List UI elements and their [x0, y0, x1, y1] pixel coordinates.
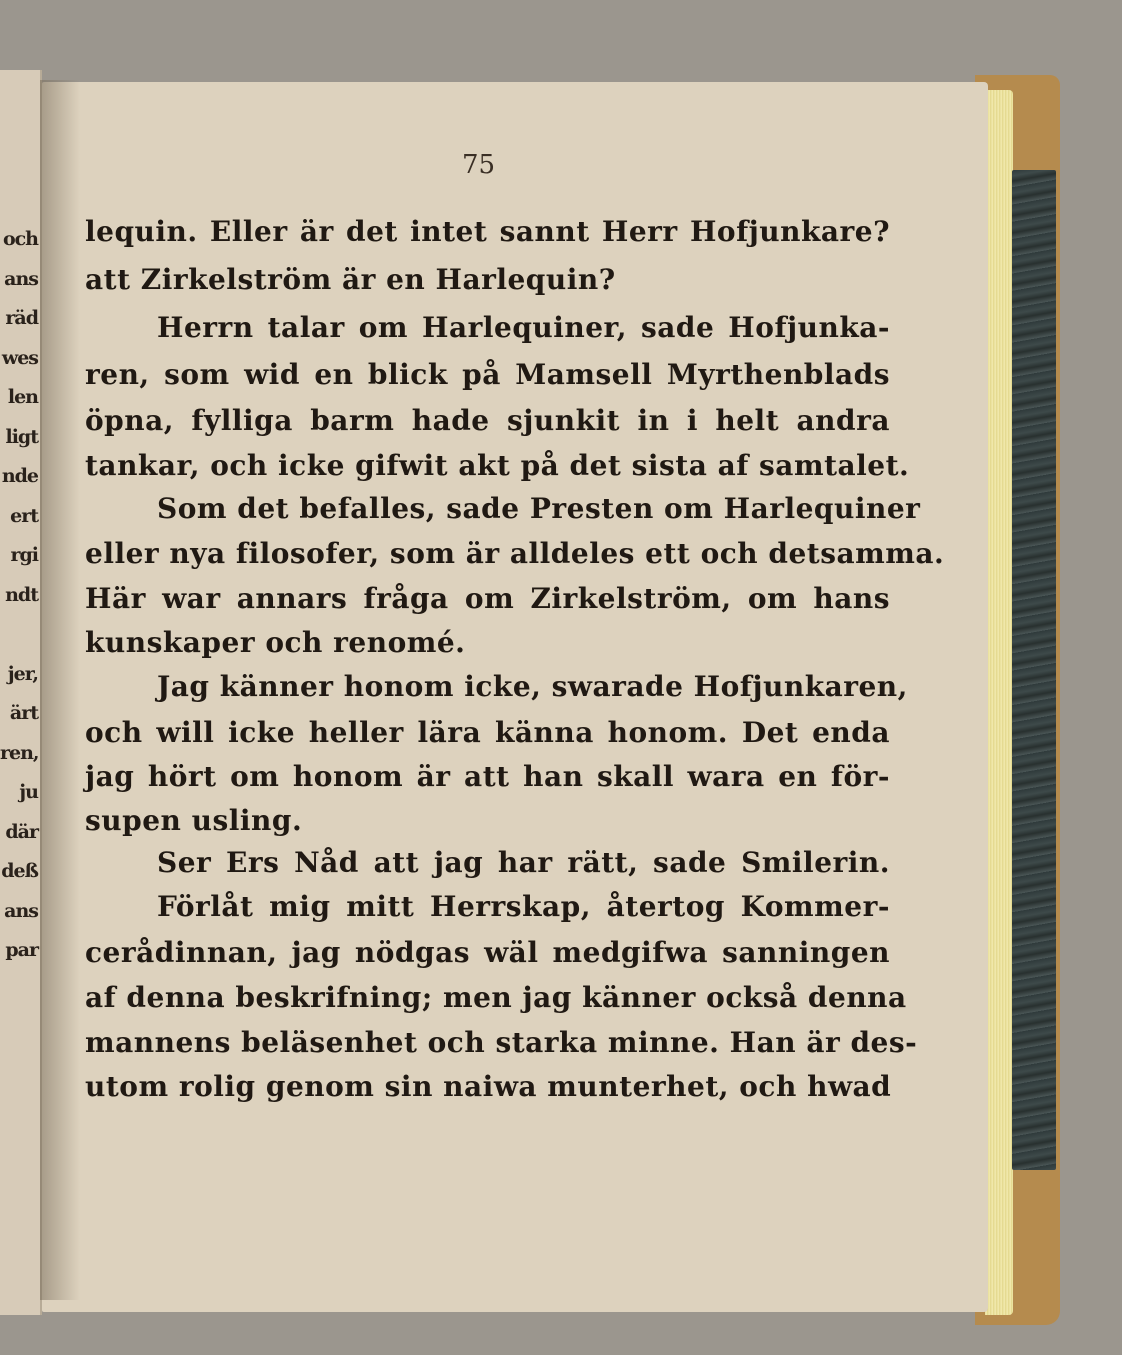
left-fragment: ju [19, 781, 38, 803]
left-fragment: räd [5, 307, 38, 329]
text-line: Jag känner honom icke, swarade Hofjunkaren, [157, 670, 908, 703]
text-line: jag hört om honom är att han skall wara en för- [85, 760, 890, 793]
left-fragment: ans [4, 267, 38, 290]
text-line: eller nya filosofer, som är alldeles ett och detsamma. [85, 537, 945, 570]
page-number: 75 [462, 150, 496, 180]
text-line: kunskaper och renomé. [85, 626, 466, 659]
text-line: tankar, och icke gifwit akt på det sista af samtalet. [85, 449, 910, 482]
text-line: ren, som wid en blick på Mamsell Myrthenblads [85, 358, 890, 391]
left-page-text [0, 220, 40, 971]
left-fragment: rgi [10, 544, 38, 566]
left-fragment: ren, [0, 741, 39, 764]
left-fragment: jer, [7, 662, 38, 685]
left-fragment: par [5, 939, 38, 961]
text-line: supen usling. [85, 804, 303, 837]
text-line: att Zirkelström är en Harlequin? [85, 263, 616, 296]
text-line: Ser Ers Nåd att jag har rätt, sade Smilerin. [157, 846, 890, 879]
left-page [0, 70, 42, 1315]
text-line: och will icke heller lära känna honom. Det enda [85, 716, 890, 749]
left-fragment: wes [1, 346, 38, 369]
left-fragment: ärt [9, 702, 38, 724]
page-edges [985, 90, 1013, 1315]
text-line: Här war annars fråga om Zirkelström, om hans [85, 582, 890, 615]
text-line: Herrn talar om Harlequiner, sade Hofjunka- [157, 311, 890, 344]
left-fragment [0, 615, 40, 655]
page-gutter-shadow [40, 80, 80, 1300]
text-line: af denna beskrifning; men jag känner också denna [85, 981, 907, 1014]
left-fragment: len [7, 386, 38, 408]
text-line: cerådinnan, jag nödgas wäl medgifwa sanningen [85, 936, 890, 969]
left-fragment: där [5, 820, 38, 843]
left-fragment: nde [1, 465, 38, 487]
text-line: lequin. Eller är det intet sannt Herr Hofjunkare? [85, 215, 890, 248]
left-fragment: ndt [5, 583, 38, 606]
text-line: Som det befalles, sade Presten om Harlequiner [157, 492, 921, 525]
left-fragment: deß [1, 860, 38, 882]
text-line: öpna, fylliga barm hade sjunkit in i helt andra [85, 404, 890, 437]
left-fragment: och [2, 228, 38, 250]
text-line: Förlåt mig mitt Herrskap, återtog Kommer- [157, 890, 890, 923]
cover-marbled-cloth [1012, 170, 1056, 1170]
text-line: mannens beläsenhet och starka minne. Han är des- [85, 1026, 918, 1059]
text-line: utom rolig genom sin naiwa munterhet, och hwad [85, 1070, 892, 1103]
left-fragment: ligt [5, 425, 38, 448]
left-fragment: ans [4, 899, 38, 922]
left-fragment: ert [10, 504, 38, 527]
